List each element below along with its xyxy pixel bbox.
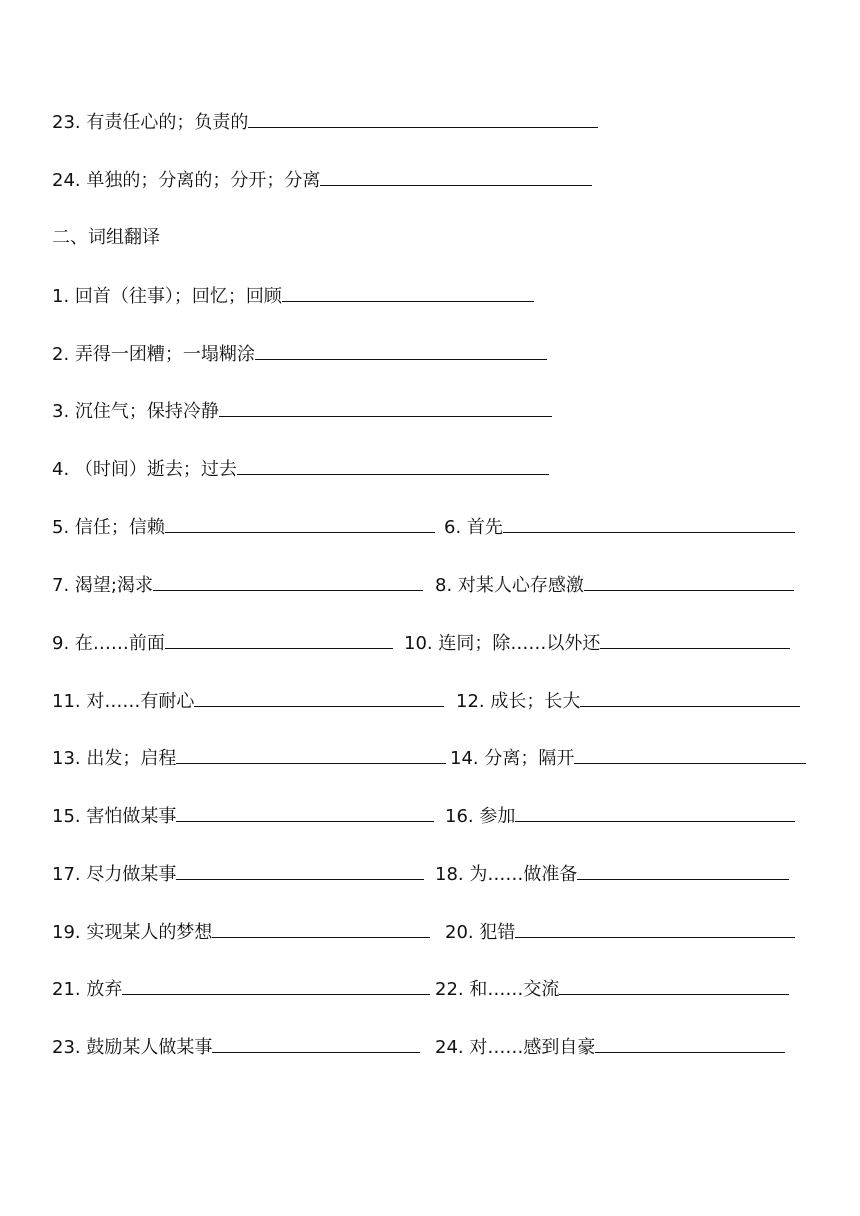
item-prompt: 渴望;渴求	[74, 575, 153, 596]
answer-blank[interactable]	[515, 804, 795, 822]
item-prompt: 实现某人的梦想	[86, 922, 213, 943]
item-number: 1.	[52, 286, 70, 307]
vocab-item-23	[52, 110, 598, 134]
phrase-row-9-10	[52, 631, 812, 655]
item-number: 6.	[444, 517, 462, 538]
item-prompt: 为……做准备	[469, 864, 578, 885]
item-number: 7.	[52, 575, 70, 596]
item-prompt: 弄得一团糟；一塌糊涂	[74, 344, 255, 365]
item-prompt: （时间）逝去；过去	[74, 459, 237, 480]
item-prompt: 尽力做某事	[86, 864, 177, 885]
answer-blank[interactable]	[503, 515, 795, 533]
item-number: 9.	[52, 633, 70, 654]
item-number: 23.	[52, 112, 81, 133]
answer-blank[interactable]	[176, 862, 424, 880]
answer-blank[interactable]	[584, 573, 794, 591]
phrase-item-right	[445, 804, 795, 828]
phrase-row-5-6	[52, 515, 812, 539]
phrase-item-right	[435, 1035, 785, 1059]
item-prompt: 信任；信赖	[74, 517, 165, 538]
phrase-row-7-8	[52, 573, 812, 597]
item-prompt: 放弃	[86, 979, 123, 1000]
item-number: 8.	[435, 575, 453, 596]
item-number: 15.	[52, 806, 81, 827]
item-number: 12.	[456, 691, 485, 712]
item-number: 5.	[52, 517, 70, 538]
answer-blank[interactable]	[153, 573, 423, 591]
phrase-row-13-14	[52, 746, 812, 770]
answer-blank[interactable]	[212, 1035, 420, 1053]
item-number: 17.	[52, 864, 81, 885]
phrase-row-17-18	[52, 862, 812, 886]
answer-blank[interactable]	[600, 631, 790, 649]
item-prompt: 鼓励某人做某事	[86, 1037, 213, 1058]
section-heading: 二、词组翻译	[52, 227, 160, 248]
phrase-item-right	[404, 631, 790, 655]
phrase-item-right	[435, 977, 789, 1001]
phrase-row-21-22	[52, 977, 812, 1001]
item-prompt: 对某人心存感激	[457, 575, 584, 596]
item-prompt: 回首（往事）；回忆；回顾	[74, 286, 282, 307]
phrase-row-15-16	[52, 804, 812, 828]
answer-blank[interactable]	[219, 399, 552, 417]
answer-blank[interactable]	[212, 920, 430, 938]
item-number: 20.	[445, 922, 474, 943]
item-prompt: 犯错	[479, 922, 516, 943]
item-number: 21.	[52, 979, 81, 1000]
item-prompt: 分离；隔开	[484, 748, 575, 769]
phrase-item-1	[52, 284, 534, 308]
answer-blank[interactable]	[237, 457, 549, 475]
item-prompt: 沉住气；保持冷静	[74, 401, 219, 422]
item-prompt: 单独的；分离的；分开；分离	[86, 170, 321, 191]
item-prompt: 害怕做某事	[86, 806, 177, 827]
item-number: 19.	[52, 922, 81, 943]
phrase-item-right	[435, 862, 789, 886]
answer-blank[interactable]	[255, 342, 547, 360]
answer-blank[interactable]	[595, 1035, 785, 1053]
phrase-item-2	[52, 342, 547, 366]
answer-blank[interactable]	[559, 977, 789, 995]
item-prompt: 成长；长大	[490, 691, 581, 712]
phrase-item-right	[435, 573, 794, 597]
item-prompt: 和……交流	[469, 979, 560, 1000]
item-prompt: 有责任心的；负责的	[86, 112, 249, 133]
item-number: 24.	[435, 1037, 464, 1058]
item-number: 3.	[52, 401, 70, 422]
answer-blank[interactable]	[176, 746, 446, 764]
item-prompt: 连同；除……以外还	[438, 633, 601, 654]
item-number: 4.	[52, 459, 70, 480]
item-prompt: 对……感到自豪	[469, 1037, 596, 1058]
answer-blank[interactable]	[515, 920, 795, 938]
item-prompt: 首先	[466, 517, 503, 538]
phrase-item-right	[450, 746, 806, 770]
phrase-row-11-12	[52, 689, 812, 713]
answer-blank[interactable]	[165, 515, 435, 533]
item-number: 14.	[450, 748, 479, 769]
answer-blank[interactable]	[574, 746, 806, 764]
item-prompt: 在……前面	[74, 633, 165, 654]
phrase-item-4	[52, 457, 549, 481]
answer-blank[interactable]	[320, 168, 592, 186]
answer-blank[interactable]	[577, 862, 789, 880]
item-number: 24.	[52, 170, 81, 191]
answer-blank[interactable]	[248, 110, 598, 128]
item-prompt: 对……有耐心	[86, 691, 195, 712]
phrase-row-23-24	[52, 1035, 812, 1059]
answer-blank[interactable]	[194, 689, 444, 707]
item-number: 11.	[52, 691, 81, 712]
vocab-item-24	[52, 168, 592, 192]
item-number: 18.	[435, 864, 464, 885]
phrase-item-right	[456, 689, 800, 713]
item-number: 13.	[52, 748, 81, 769]
answer-blank[interactable]	[580, 689, 800, 707]
item-number: 23.	[52, 1037, 81, 1058]
phrase-item-right	[445, 920, 795, 944]
item-number: 22.	[435, 979, 464, 1000]
item-prompt: 出发；启程	[86, 748, 177, 769]
item-number: 10.	[404, 633, 433, 654]
answer-blank[interactable]	[282, 284, 534, 302]
item-number: 2.	[52, 344, 70, 365]
phrase-item-right	[444, 515, 795, 539]
phrase-item-3	[52, 399, 552, 423]
item-number: 16.	[445, 806, 474, 827]
answer-blank[interactable]	[122, 977, 430, 995]
answer-blank[interactable]	[165, 631, 393, 649]
answer-blank[interactable]	[176, 804, 434, 822]
item-prompt: 参加	[479, 806, 516, 827]
phrase-row-19-20	[52, 920, 812, 944]
